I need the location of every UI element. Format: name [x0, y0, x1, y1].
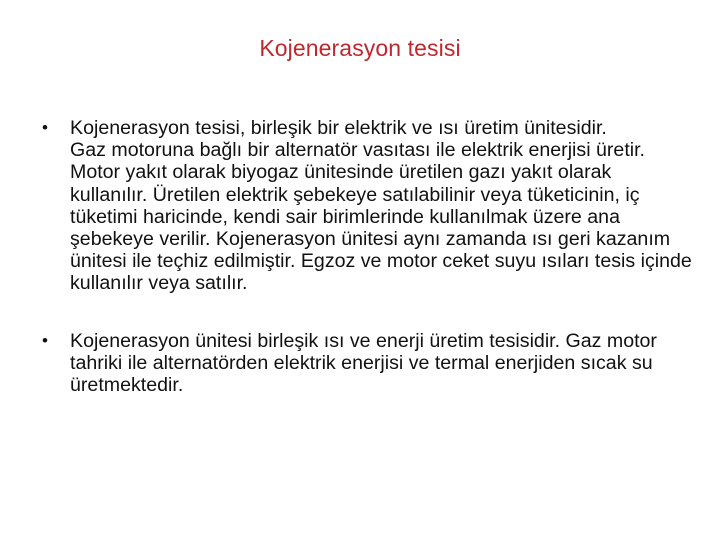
bullet-paragraph: Gaz motoruna bağlı bir alternatör vasıtası ile elektrik enerjisi üretir. Motor yakıt olarak biyogaz ünitesinde üretilen gazı yakıt olarak kullanılır. Üretilen elektrik şebekeye satılabilinir veya tüketicinin, iç tüketimi haricinde, kendi sair birimlerinde kullanılmak üzere ana şebekeye verilir. Kojenerasyon ünitesi aynı zamanda ısı geri kazanım ünitesi ile teçhiz edilmiştir. Egzoz ve motor ceket suyu ısıları tesis içinde kullanılır veya satılır.	[70, 139, 692, 295]
bullet-marker: •	[42, 118, 48, 137]
bullet-paragraph: Kojenerasyon ünitesi birleşik ısı ve enerji üretim tesisidir. Gaz motor tahriki ile alternatörden elektrik enerjisi ve termal enerjiden sıcak su üretmektedir.	[70, 329, 657, 397]
bullet-item	[42, 330, 692, 397]
bullet-marker: •	[42, 330, 48, 350]
bullet-item	[42, 117, 692, 295]
bullet-paragraph: Kojenerasyon tesisi, birleşik bir elektrik ve ısı üretim ünitesidir.	[70, 117, 607, 139]
slide-title: Kojenerasyon tesisi	[259, 35, 461, 61]
slide-body	[42, 117, 692, 396]
